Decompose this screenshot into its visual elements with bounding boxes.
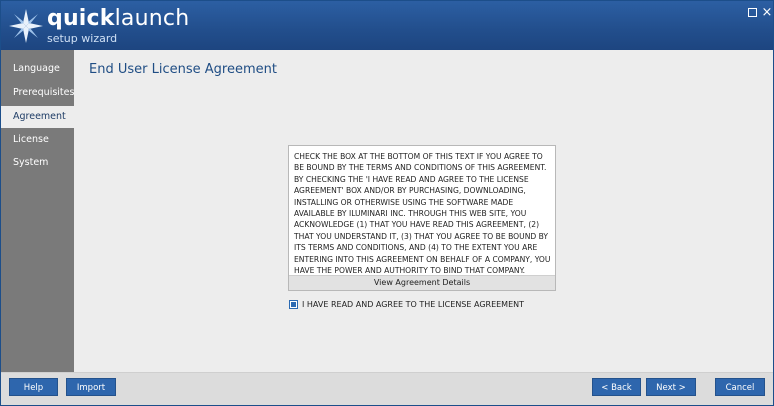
logo-secondary: launch: [114, 6, 190, 31]
sidebar-item-license[interactable]: License: [13, 134, 49, 145]
quicklaunch-logo-icon: [7, 7, 45, 45]
app-logo-text: [47, 7, 189, 31]
installer-window: [1, 1, 773, 405]
restore-icon: [748, 8, 757, 17]
next-button[interactable]: Next >: [646, 378, 696, 396]
restore-button[interactable]: [746, 7, 758, 19]
main-content: [74, 50, 773, 372]
help-button[interactable]: Help: [9, 378, 58, 396]
sidebar-item-system[interactable]: System: [13, 157, 49, 168]
page-title: End User License Agreement: [89, 62, 277, 77]
wizard-sidebar: [1, 50, 74, 372]
logo-primary: quick: [47, 6, 115, 31]
back-button[interactable]: < Back: [592, 378, 641, 396]
close-button[interactable]: [761, 7, 773, 19]
eula-text-box[interactable]: [288, 145, 556, 291]
eula-text: CHECK THE BOX AT THE BOTTOM OF THIS TEXT IF YOU AGREE TO BE BOUND BY THE TERMS AND CONDITIONS OF THIS AGREEMENT. BY CHECKING THE 'I HAVE READ AND AGREE TO THE LICENSE AGREEMENT' BOX AND/OR BY PURCHASING, DOWNLOADING, INSTALLING OR OTHERWISE USING THE SOFTWARE MADE AVAILABLE BY ILUMINARI INC. THROUGH THIS WEB SITE, YOU ACKNOWLEDGE (1) THAT YOU HAVE READ THIS AGREEMENT, (2) THAT YOU UNDERSTAND IT, (3) THAT YOU AGREE TO BE BOUND BY ITS TERMS AND CONDITIONS, AND (4) TO THE EXTENT YOU ARE ENTERING INTO THIS AGREEMENT ON BEHALF OF A COMPANY, YOU HAVE THE POWER AND AUTHORITY TO BIND THAT COMPANY.: [294, 152, 551, 276]
title-bar: [1, 1, 773, 50]
footer-bar: [1, 372, 773, 405]
sidebar-item-prerequisites[interactable]: Prerequisites: [13, 87, 75, 98]
agree-checkbox-label[interactable]: I HAVE READ AND AGREE TO THE LICENSE AGREEMENT: [302, 300, 525, 309]
checkbox-checked-icon: [291, 302, 296, 307]
import-button[interactable]: Import: [66, 378, 116, 396]
app-subtitle: setup wizard: [47, 32, 118, 45]
sidebar-item-agreement[interactable]: Agreement: [1, 106, 74, 128]
agree-checkbox[interactable]: [289, 300, 298, 309]
sidebar-item-language[interactable]: Language: [13, 63, 60, 74]
cancel-button[interactable]: Cancel: [715, 378, 765, 396]
view-agreement-details-button[interactable]: View Agreement Details: [289, 275, 555, 290]
close-icon: ×: [761, 5, 773, 20]
